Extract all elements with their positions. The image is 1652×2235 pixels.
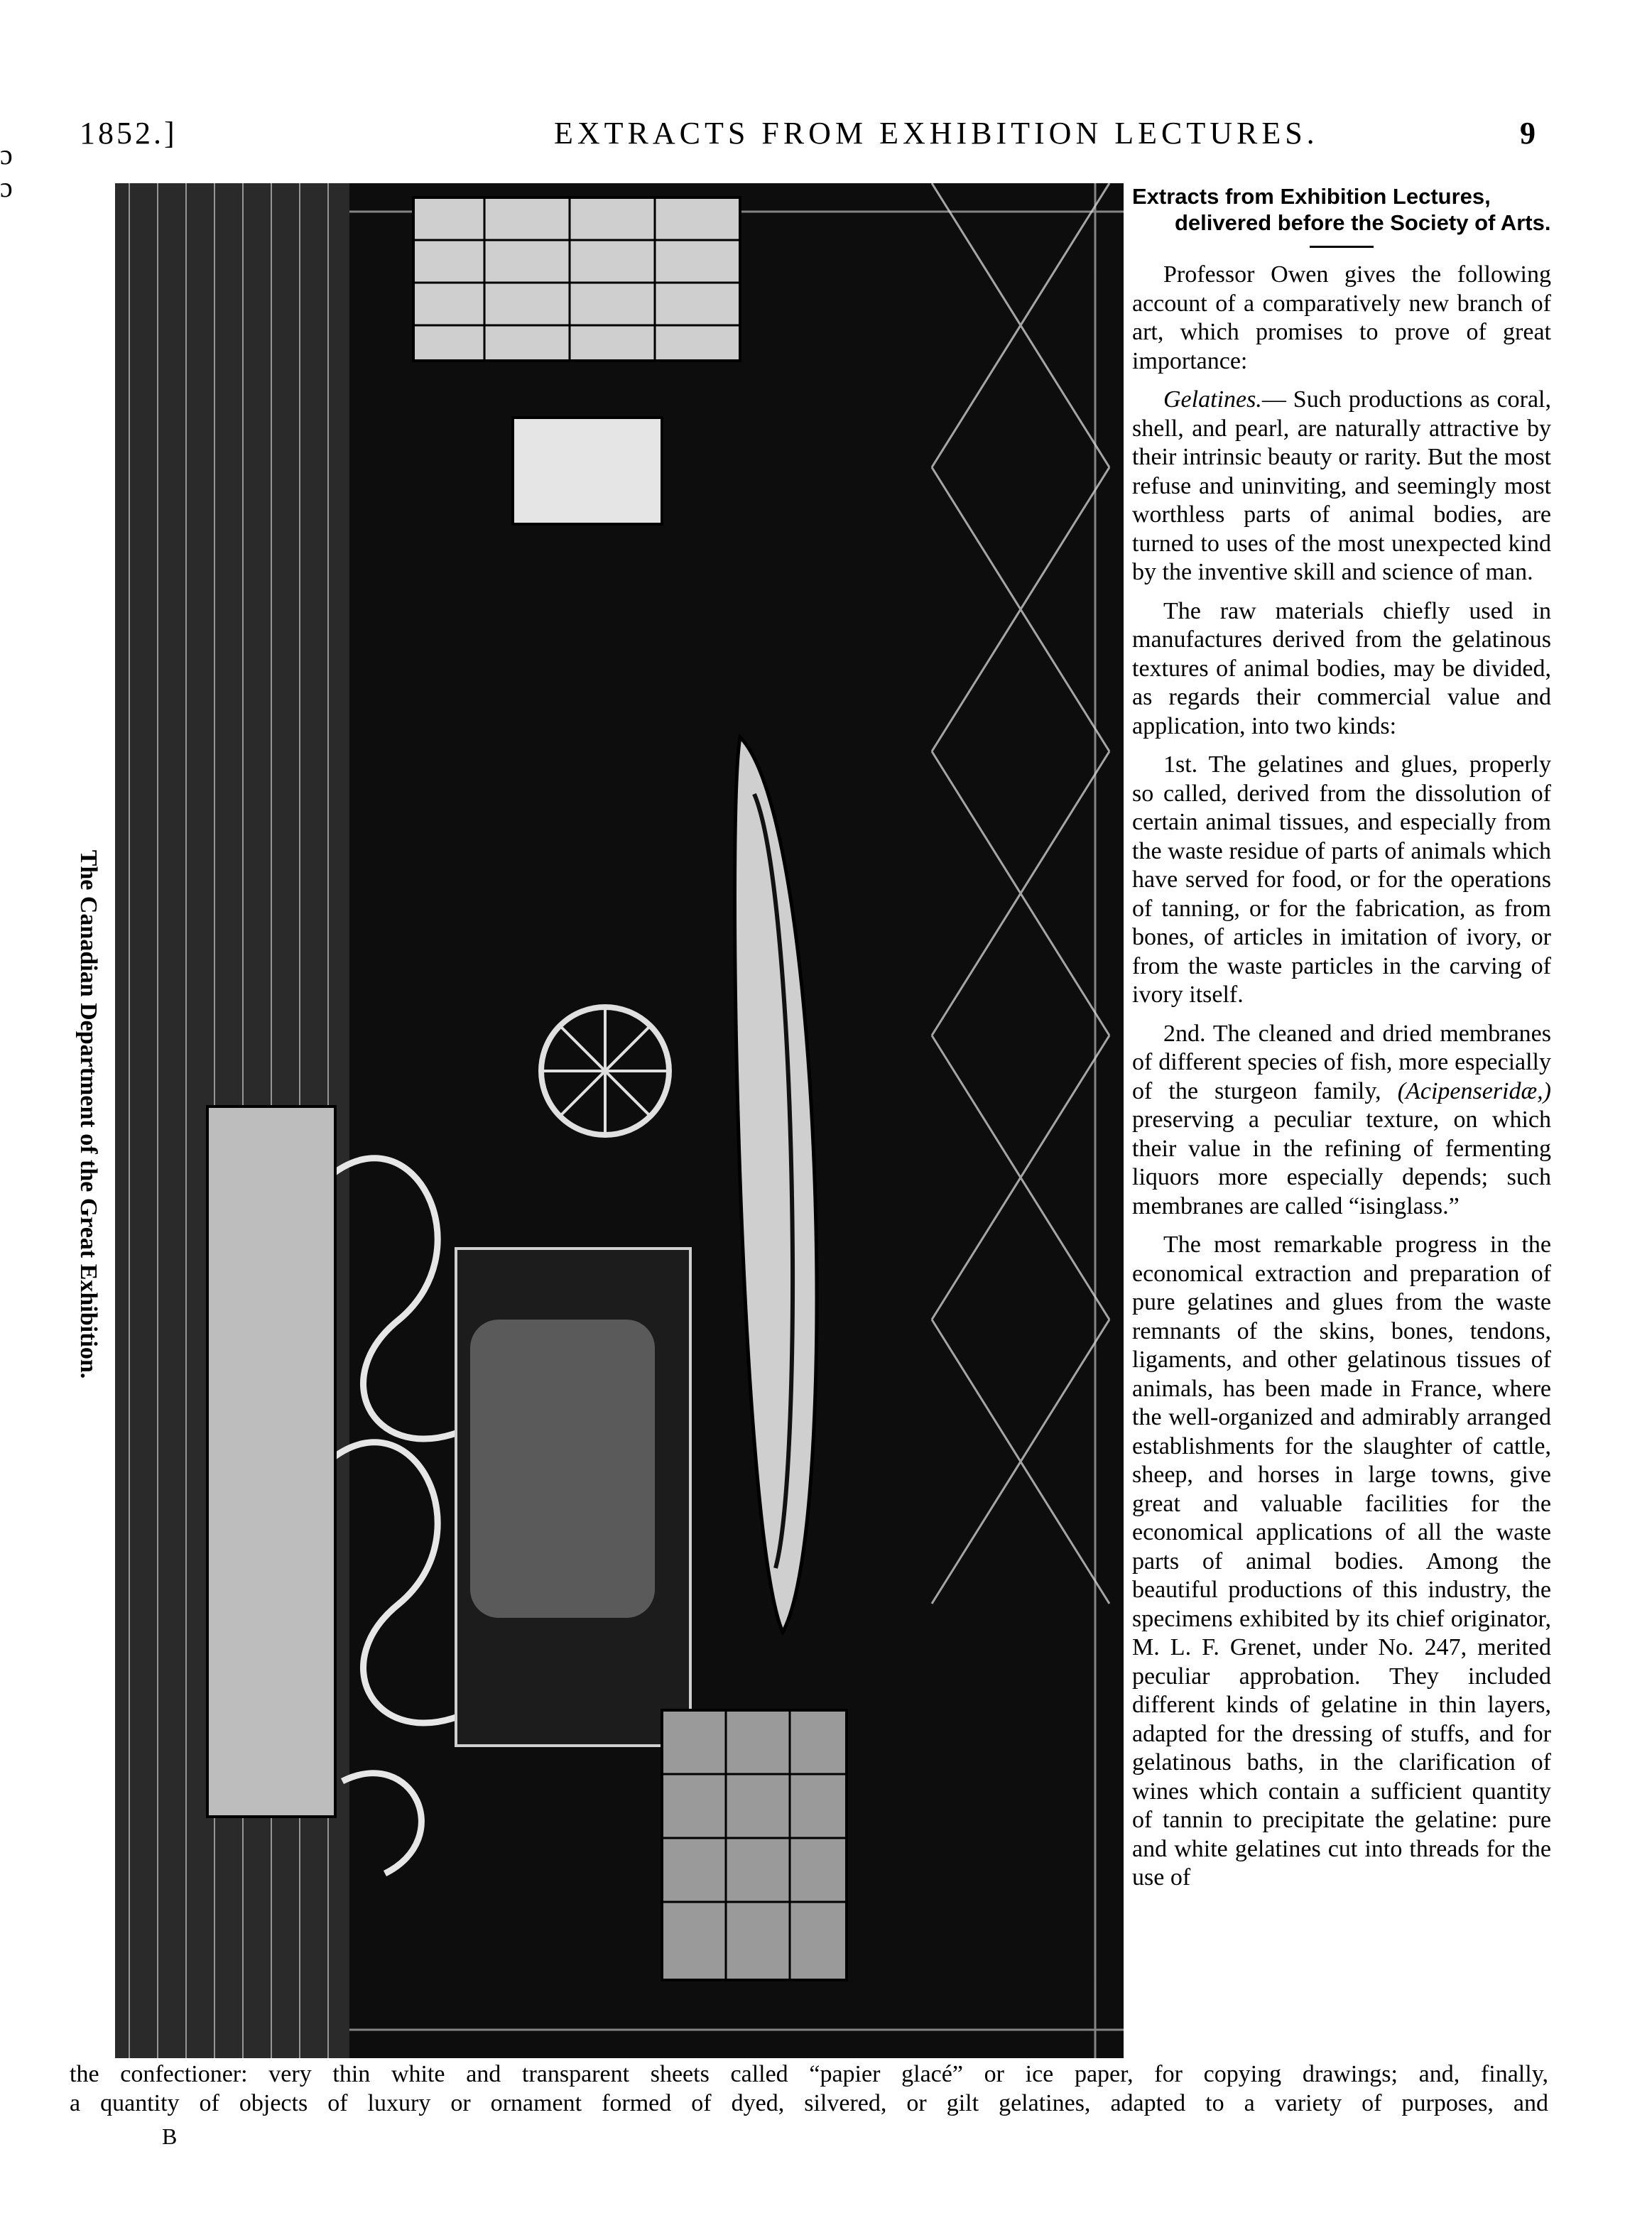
display-case <box>513 418 662 524</box>
full-width-line: a quantity of objects of luxury or ornament formed of dyed, silvered, or gilt gelatines, adapted to a variety of purposes, and <box>70 2090 1548 2116</box>
full-width-text <box>70 2060 1548 2118</box>
gelatines-paragraph <box>1132 386 1551 587</box>
isinglass-paragraph <box>1132 1020 1551 1222</box>
margin-mark: ɔ <box>0 138 13 170</box>
article-paragraph: The raw materials chiefly used in manufactures derived from the gelatinous textures of animal bodies, may be divided, as regards their commercial value and application, into two kinds: <box>1132 597 1551 739</box>
page-header <box>71 107 1563 156</box>
acipenseridae-term: (Acipenseridæ,) <box>1397 1077 1551 1104</box>
gelatines-dash: — <box>1261 386 1286 413</box>
article-heading: Extracts from Exhibition Lectures, delivered before the Society of Arts. <box>1132 184 1551 235</box>
illustration-caption <box>74 795 102 1435</box>
cabinet <box>207 1106 335 1817</box>
isinglass-text-before: 2nd. The cleaned and dried membranes of different species of fish, more especially of the sturgeon family, <box>1132 1020 1551 1104</box>
gelatines-paragraph-text: Such productions as coral, shell, and pearl, are naturally attractive by their intrinsic beauty or rarity. But the most refuse and uninviting, and seemingly most worthless parts of animal bodies, are turned to uses of the most unexpected kind by the inventive skill and science of man. <box>1132 386 1551 585</box>
margin-marks <box>0 138 13 204</box>
illustration-caption-text: The Canadian Department of the Great Exhibition. <box>75 849 102 1379</box>
margin-mark: ɔ <box>0 171 13 203</box>
gelatines-label: Gelatines. <box>1163 386 1262 413</box>
article-paragraph: 1st. The gelatines and glues, properly so called, derived from the dissolution of certain animal tissues, and especially from the waste residue of parts of animals which have served for food, or for the operations of tanning, or for the fabrication, as from bones, of articles in imitation of ivory, or from the waste particles in the carving of ivory itself. <box>1132 751 1551 1008</box>
heading-rule <box>1310 246 1374 248</box>
header-year: 1852.] <box>80 116 178 151</box>
fur-robe <box>470 1320 655 1618</box>
article-column <box>1132 183 1551 1893</box>
window-grid <box>662 1710 847 1980</box>
running-title: EXTRACTS FROM EXHIBITION LECTURES. <box>554 116 1319 151</box>
page-number: 9 <box>1520 116 1538 151</box>
engraving-illustration <box>115 183 1124 2058</box>
isinglass-text-after: preserving a peculiar texture, on which their value in the refining of fermenting liquors more especially depends; such membranes are called “isinglass.” <box>1132 1106 1551 1219</box>
article-paragraph: Professor Owen gives the following account of a comparatively new branch of art, which promises to prove of great importance: <box>1132 261 1551 374</box>
upper-gallery <box>413 197 740 361</box>
signature-mark: B <box>162 2123 178 2149</box>
article-paragraph: The most remarkable progress in the economical extraction and preparation of pure gelatines and glues from the waste remnants of the skins, bones, tendons, ligaments, and other gelatinous tissues of animals, has been made in France, where the well-organized and admirably arranged establishments for the slaughter of cattle, sheep, and horses in large towns, give great and valuable facilities for the economical applications of all the waste parts of animal bodies. Among the beautiful productions of this industry, the specimens exhibited by its chief originator, M. L. F. Grenet, under No. 247, merited peculiar approbation. They included different kinds of gelatine in thin layers, adapted for the dressing of stuffs, and for gelatinous baths, in the clarification of wines which contain a sufficient quantity of tannin to precipitate the gelatine: pure and white gelatines cut into threads for the use of <box>1132 1231 1551 1891</box>
full-width-line: the confectioner: very thin white and transparent sheets called “papier glacé” or ice paper, for copying drawings; and, finally, <box>70 2061 1548 2087</box>
engraving-artwork <box>115 183 1124 2058</box>
